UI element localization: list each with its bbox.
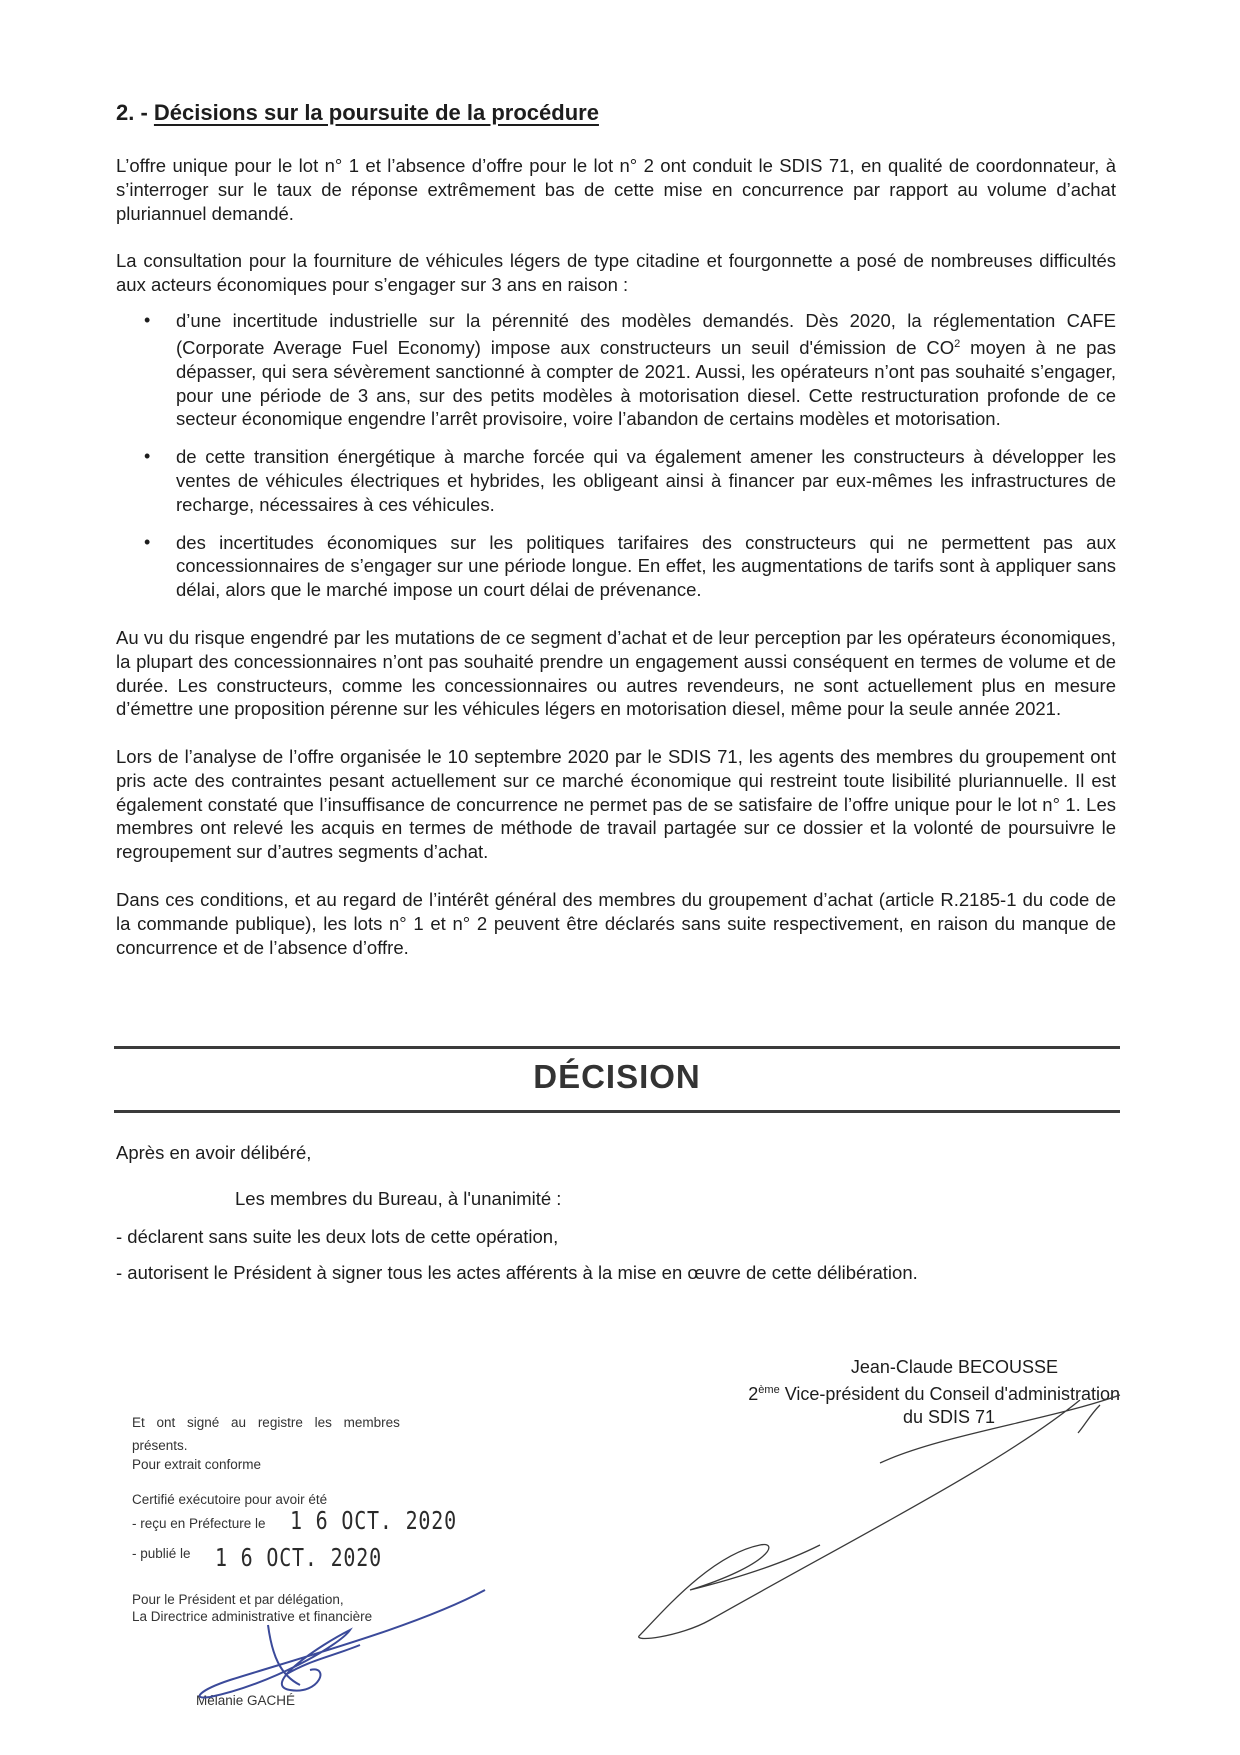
director-signature-icon xyxy=(190,1585,500,1715)
extract-conform: Pour extrait conforme xyxy=(132,1457,262,1472)
decision-item-2: - autorisent le Président à signer tous les actes afférents à la mise en œuvre de cette délibération. xyxy=(116,1262,918,1283)
paragraph-5: Dans ces conditions, et au regard de l’intérêt général des membres du groupement d’achat (article R.2185-1 du code de la commande publique), les lots n° 1 et n° 2 peuvent être déclarés sans suite respectivement, en raison du manque de concurrence et de l’absence d’offre. xyxy=(116,889,1116,958)
section-title-text: Décisions sur la poursuite de la procédure xyxy=(153,100,599,125)
reasons-list xyxy=(116,309,1116,602)
body-text xyxy=(116,154,1116,983)
divider-bottom xyxy=(114,1110,1120,1113)
signed-register-line2: présents. xyxy=(132,1438,188,1453)
section-title xyxy=(116,100,599,126)
divider-top xyxy=(114,1046,1120,1049)
decision-intro: Après en avoir délibéré, xyxy=(116,1142,312,1163)
paragraph-3: Au vu du risque engendré par les mutations de ce segment d’achat et de leur perception par les opérateurs économiques, la plupart des concessionnaires n’ont pas souhaité prendre un engagement aussi conséquent en termes de volume et de durée. Les constructeurs, comme les concessionnaires ou autres revendeurs, ne sont actuellement plus en mesure d’émettre une proposition pérenne sur les véhicules légers en motorisation diesel, même pour la seule année 2021. xyxy=(116,626,1116,720)
paragraph-4: Lors de l’analyse de l’offre organisée le 10 septembre 2020 par le SDIS 71, les agents des membres du groupement ont pris acte des contraintes pesant actuellement sur ce marché économique qui restreint toute lisibilité pluriannuelle. Il est également constaté que l’insuffisance de concurrence ne permet pas de se satisfaire de l’offre unique pour le lot n° 1. Les membres ont relevé les acquis en termes de méthode de travail partagée sur ce dossier et la volonté de poursuivre le regroupement sur d’autres segments d’achat. xyxy=(116,746,1116,863)
delegate-name: Mélanie GACHÉ xyxy=(196,1693,296,1708)
paragraph-1: L’offre unique pour le lot n° 1 et l’absence d’offre pour le lot n° 2 ont conduit le SDIS 71, en qualité de coordonnateur, à s’interroger sur le taux de réponse extrêmement bas de cette mise en concurrence par rapport au volume d’achat pluriannuel demandé. xyxy=(116,155,1116,224)
signatory-title: 2ème Vice-président du Conseil d'administration xyxy=(748,1384,1120,1404)
received-prefecture-label: - reçu en Préfecture le xyxy=(132,1516,266,1531)
signatory-name: Jean-Claude BECOUSSE xyxy=(850,1357,1058,1377)
list-item-3: • des incertitudes économiques sur les politiques tarifaires des constructeurs qui ne permettent pas aux concessionnaires de s’engager sur une période longue. En effet, les augmentations de tarifs sont à appliquer sans délai, alors que le marché impose un court délai de prévenance. xyxy=(176,531,1116,602)
president-signature-icon xyxy=(620,1375,1130,1655)
delegation-line2: La Directrice administrative et financière xyxy=(132,1609,373,1624)
decision-members: Les membres du Bureau, à l'unanimité : xyxy=(235,1188,562,1209)
certified-executory: Certifié exécutoire pour avoir été xyxy=(132,1492,328,1507)
decision-heading: DÉCISION xyxy=(533,1058,701,1095)
list-item-1: • d’une incertitude industrielle sur la pérennité des modèles demandés. Dès 2020, la réglementation CAFE (Corporate Average Fuel Economy) impose aux constructeurs un seuil d'émission de $CO^2$ moyen à ne pas dépasser, qui sera sévèrement sanctionné à compter de 2021. Aussi, les opérateurs n’ont pas souhaité s’engager, pour une période de 3 ans, sur des petits modèles à motorisation diesel. Cette restructuration profonde de ce secteur économique engendre l’arrêt provisoire, voire l’abandon de certains modèles et motorisation. xyxy=(176,309,1116,431)
delegation-line1: Pour le Président et par délégation, xyxy=(132,1592,344,1607)
signatory-title-line2: du SDIS 71 xyxy=(902,1407,995,1427)
published-label: - publié le xyxy=(132,1546,191,1561)
published-date-stamp: 1 6 OCT. 2020 xyxy=(215,1543,382,1572)
signed-register-line1: Et ont signé au registre les membres xyxy=(132,1415,400,1430)
list-item-2: • de cette transition énergétique à marche forcée qui va également amener les constructeurs à développer les ventes de véhicules électriques et hybrides, les obligeant ainsi à financer par eux-mêmes les infrastructures de recharge, nécessaires à ces véhicules. xyxy=(176,445,1116,516)
paragraph-2: La consultation pour la fourniture de véhicules légers de type citadine et fourgonnette a posé de nombreuses difficultés aux acteurs économiques pour s’engager sur 3 ans en raison : xyxy=(116,250,1116,296)
decision-item-1: - déclarent sans suite les deux lots de cette opération, xyxy=(116,1226,559,1247)
section-number: 2. - xyxy=(116,100,148,125)
received-date-stamp: 1 6 OCT. 2020 xyxy=(290,1506,457,1535)
